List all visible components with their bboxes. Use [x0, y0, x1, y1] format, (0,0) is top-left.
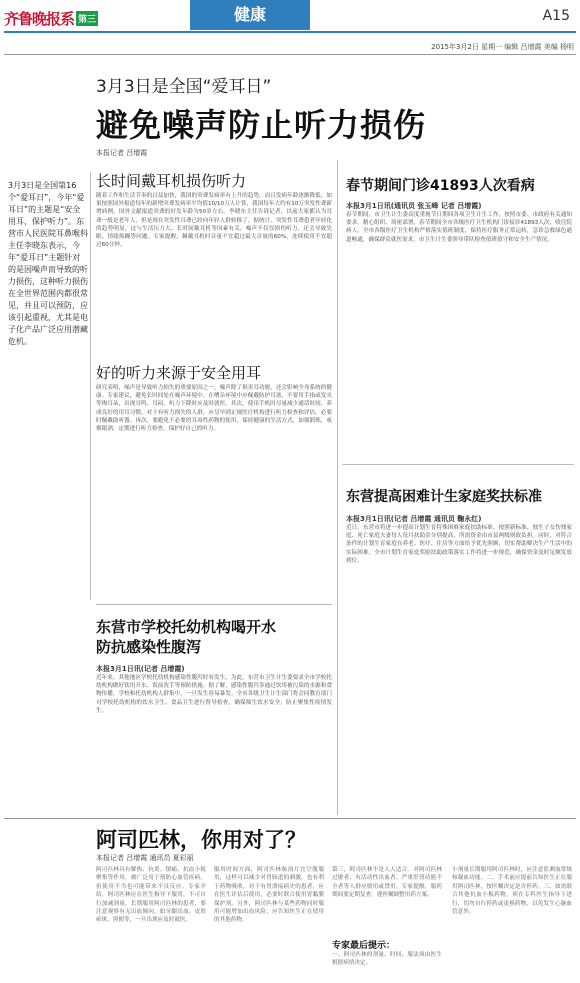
aspirin-col-3-tail: 一、阿司匹林的剂量、时间、服法须由医生根据病情决定。: [332, 952, 442, 967]
lead-headline: 避免噪声防止听力损伤: [96, 106, 427, 144]
family-story-text: 近日，东营市将进一步提高计划生育特殊困难家庭扶助标准。按照新标准，独生子女伤残家庭、死亡家庭夫妻每人每月扶助金分别提高，所需资金由市县两级财政负担。同时，对符合条件的计划生育家庭在养老、医疗、住房等方面给予优先照顾，切实帮助解决生产生活中的实际困难。全市计划生育家庭奖励扶助政策落实工作将进一步规范，确保资金及时足额发放到位。: [346, 525, 572, 564]
spring-story-title: 春节期间门诊41893人次看病: [346, 178, 535, 194]
aspirin-tips-heading: 专家最后提示：: [332, 941, 396, 951]
lead-kicker: 3月3日是全国“爱耳日”: [96, 77, 272, 97]
school-story-title-2: 防抗感染性腹泻: [96, 638, 202, 656]
aspirin-col-3-text: 第三，阿司匹林不是人人适合。对阿司匹林过敏者、有活动性出血者、严重肝肾功能不全者等人群应慎用或禁用。专家提醒，服药期间要定期复查，遵医嘱调整用药方案。: [332, 867, 442, 899]
lead-sidebar: 3月3日是全国第16个“爱耳日”，今年“爱耳日”的主题是“安全用耳，保护听力”。东营市人民医院耳鼻喉科主任李晓东表示，今年“爱耳日”主题针对的是因噪声而导致的听力损伤，这种听力损伤在全世界范围内都很常见，并且可以预防，应该引起重视，尤其是电子化产品广泛应用潜藏危机。: [8, 181, 88, 346]
logo-tag: 第三: [76, 11, 98, 26]
logo-suffix: 系: [60, 10, 75, 28]
family-story-title: 东营提高困难计生家庭奖扶标准: [346, 489, 542, 505]
school-story-byline: 本报3月1日讯(记者 吕增霞): [96, 665, 185, 673]
sidebar-divider: [90, 172, 91, 600]
aspirin-col-2: 服用时间方面，阿司匹林肠溶片宜空腹服用，这样可以减少对胃肠道的刺激，也有利于药物吸收。对于有胃溃疡病史的患者，应在医生评估后使用，必要时联合使用胃黏膜保护剂。另外，阿司匹林与某些药物同时服用可能增加出血风险，应告知医生正在使用的其他药物。: [214, 867, 324, 924]
left-rule-1: [96, 604, 332, 605]
dateline: 2015年3月2日 星期一 编辑 吕增霞 美编 杨明: [431, 43, 574, 51]
section-tab: 健康: [190, 0, 310, 30]
family-story-byline: 本报3月1日讯(记者 吕增霞 通讯员 鞠永红): [346, 515, 482, 523]
masthead: [0, 0, 580, 34]
school-story-title-1: 东营市学校托幼机构喝开水: [96, 618, 277, 636]
aspirin-col-3: [332, 866, 442, 980]
page-number: A15: [542, 8, 570, 24]
lead-subhead-2: 好的听力来源于安全用耳: [96, 364, 262, 382]
aspirin-story-title: 阿司匹林，你用对了？: [96, 828, 306, 852]
bottom-rule: [4, 818, 576, 819]
masthead-rule: [4, 31, 576, 33]
dateline-rule: [4, 54, 576, 55]
aspirin-col-1: 阿司匹林具有解热、抗炎、镇痛、抗血小板聚集等作用，被广泛用于预防心血管疾病。但使用不当也可能带来不良反应。专家介绍，阿司匹林应在医生指导下服用，不可自行加减剂量。长期服用阿司匹林的患者，要注意观察有无出血倾向，如牙龈出血、皮肤瘀斑、黑便等，一旦出现应及时就医。: [96, 867, 206, 924]
spring-story-byline: 本报3月1日讯(通讯员 张玉峰 记者 吕增霞): [346, 202, 482, 210]
lead-text-2: 研究表明，噪声是导致听力损失的重要原因之一，噪声除了损害耳功能，还会影响全身系统的健康。专家建议，避免长时间处在噪声环境中，在嘈杂环境中应佩戴防护耳塞，不要用手指或发夹等掏耳朵，出现耳鸣、耳闷、听力下降时应及时就医。其次，使用手机时尽量减少通话时间，养成良好的用耳习惯。对于有听力损失的人群，应尽早到正规医疗机构进行听力检查和评估，必要时佩戴助听器。再次，要避免不必要的耳毒性药物的使用，保持健康的生活方式，加强锻炼，戒烟限酒，定期进行听力检查，保护好自己的听力。: [96, 385, 332, 433]
right-rule-1: [342, 464, 574, 465]
lead-subhead-1: 长时间戴耳机损伤听力: [96, 172, 247, 190]
logo-text: 齐鲁晚报: [4, 10, 61, 28]
aspirin-col-4: 小剂量长期服用阿司匹林时，应注意监测血常规和凝血功能。二、手术前应提前告知医生正在服用阿司匹林，按医嘱决定是否停药。三、如需联合其他抗血小板药物，须在专科医生指导下进行，切勿自行停药或更换药物，以免发生心脑血管意外。: [452, 867, 572, 916]
aspirin-story-byline: 本报记者 吕增霞 通讯员 夏彩丽: [96, 854, 194, 862]
newspaper-logo: [4, 8, 98, 29]
spring-story-text: 春节期间，市卫生计生委高度重视节日期间各项卫生计生工作，按照市委、市政府有关通知要求，精心组织、周密部署，春节期间全市各级医疗卫生机构门诊接诊41893人次，收住院病人。全市各级医疗卫生机构严格落实值班制度，保持医疗服务正常运转，急诊急救绿色通道畅通，确保群众就医需求。市卫生计生委领导带队检查值班值守和安全生产情况。: [346, 212, 572, 243]
lead-text-1: 随着工作和生活节奏的日益加快，我国的突聋发病率有上升的趋势，而且发病年龄逐渐降低。如果按照国外报道每年的新增突聋发病率平均值10/10万人计算，我国每年大约有10万突发性聋新增病例，国外文献报道突聋的好发年龄为50岁左右。李晓东主任告诉记者，以前大家都认为耳聋一般是老年人，但是现在突发性耳聋已经向年轻人群转移了。据统计，突发性耳聋患者年轻化的趋势明显，这与生活压力大、长时间戴耳机等因素有关。噪声不仅仅损伤听力，还会导致失眠、情绪烦躁等问题。专家提醒，佩戴耳机时音量不宜超过最大音量的60%，连续使用不宜超过60分钟。: [96, 193, 332, 249]
school-story-text: 近年来，其他地区学校托幼机构感染性腹泻时有发生，为此，东营市卫生计生委要求全市学校托幼机构做好饮用开水、饭前洗手等预防措施。据了解，感染性腹泻多通过饮用被污染的水源和食物传播，学校和托幼机构人群集中，一旦发生容易暴发。全市各级卫生计生部门将会同教育部门对学校托幼机构的饮水卫生、食品卫生进行督导检查，确保师生饮水安全，防止聚集性疫情发生。: [96, 675, 332, 714]
column-divider: [337, 160, 338, 815]
lead-byline: 本报记者 吕增霞: [96, 149, 148, 157]
